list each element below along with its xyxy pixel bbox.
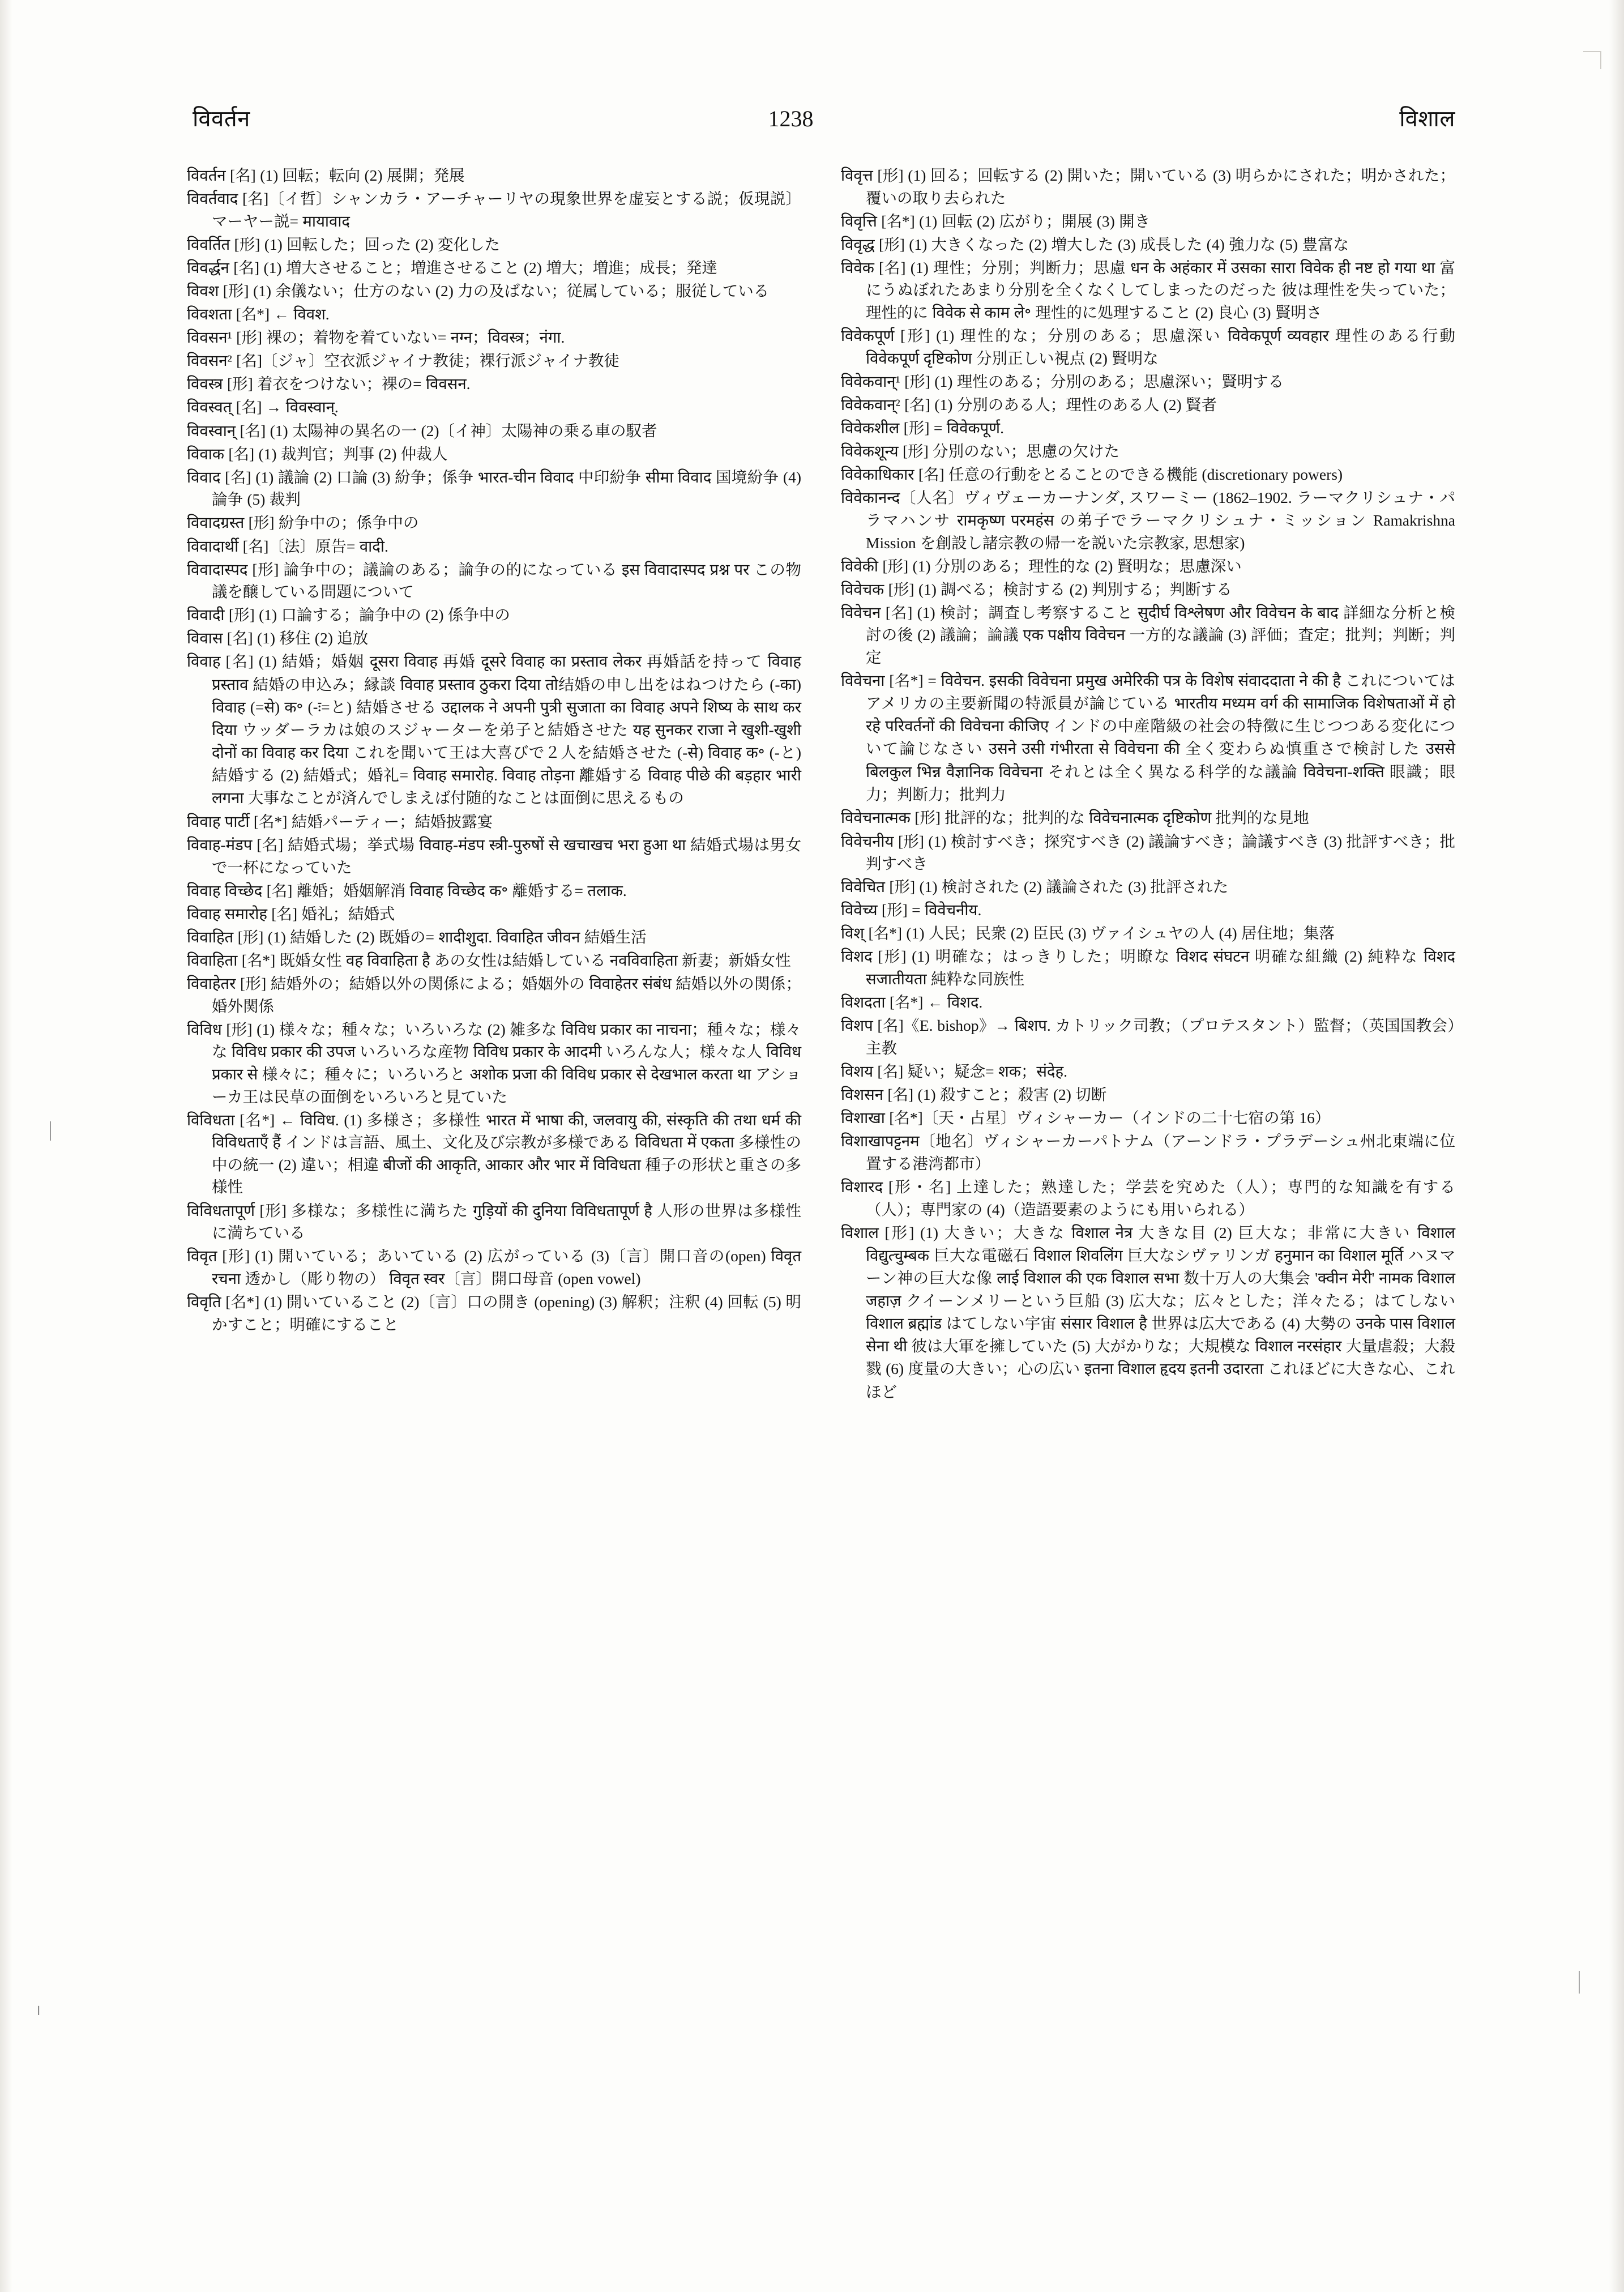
dictionary-entry: विवादार्थी [名]〔法〕原告= वादी. — [187, 537, 388, 555]
dictionary-entry: विशाखा [名*]〔天・占星〕ヴィシャーカー（インドの二十七宿の第 16） — [841, 1109, 1331, 1127]
scan-edge-right — [1609, 0, 1624, 2292]
dictionary-entry: विवेक [名] (1) 理性；分別；判断力；思慮 धन के अहंकार में उसका सारा विवेक ही नष्ट हो गया था 富にうぬぼれたあまり分別を全くなくしてしまったのだった 彼は理性を失っていた；理性的に विवेक से काम ले॰ 理性的に処理すること (2) 良心 (3) 賢明さ — [841, 258, 1455, 322]
dictionary-entry: विवेकवान्¹ [形] (1) 理性のある；分別のある；思慮深い；賢明する — [841, 372, 1284, 390]
dictionary-entry: विशारद [形・名] 上達した；熟達した；学芸を究めた（人）；専門的な知識を有する（人）；専門家の (4)（造語要素のようにも用いられる） — [841, 1177, 1455, 1218]
dictionary-entry: विशद [形] (1) 明確な；はっきりした；明瞭な विशद संघटन 明確な組織 (2) 純粋な विशद सजातीयता 純粋な同族性 — [841, 947, 1455, 988]
dictionary-entry: विविधता [名*] ← विविध. (1) 多様さ；多様性 भारत में भाषा की, जलवायु की, संस्कृति की तथा धर्म की विविधताएँ हैं インドは言語、風土、文化及び宗教が多様である विविधता में एकता 多様性の中の統一 (2) 違い；相違 बीजों की आकृति, आकार और भार में विविधता 種子の形状と重さの多様性 — [187, 1111, 801, 1196]
page-header — [193, 102, 1455, 133]
dictionary-entry: विवृत्त [形] (1) 回る；回転する (2) 開いた；開いている (3) 明らかにされた；明かされた；覆いの取り去られた — [841, 167, 1455, 207]
dictionary-entry: विवाह समारोह [名] 婚礼；結婚式 — [187, 904, 395, 923]
dictionary-entry: विवाहेतर [形] 結婚外の；結婚以外の関係による；婚姻外の विवाहेतर संबंध 結婚以外の関係；婚外関係 — [187, 975, 801, 1015]
dictionary-entry: विवाह-मंडप [名] 結婚式場；挙式場 विवाह-मंडप स्त्री-पुरुषों से खचाखच भरा हुआ था 結婚式場は男女で一杯になっていた — [187, 836, 801, 876]
dictionary-entry: विवेचनात्मक [形] 批評的な；批判的な विवेचनात्मक दृष्टिकोण 批判的な見地 — [841, 809, 1309, 827]
dictionary-entry: विवेचना [名*] = विवेचन. इसकी विवेचना प्रमुख अमेरिकी पत्र के विशेष संवाददाता ने की है これについてはアメリカの主要新聞の特派員が論じている भारतीय मध्यम वर्ग की सामाजिक विशेषताओं में हो रहे परिवर्तनों की विवेचना कीजिए インドの中産階級の社会の特徴に生じつつある変化について論じなさい उसने उसी गंभीरता से विवेचना की 全く変わらぬ慎重さで検討した उससे बिलकुल भिन्न वैज्ञानिक विवेचना それとは全く異なる科学的な議論 विवेचना-शक्ति 眼識；眼力；判断力；批判力 — [841, 672, 1455, 803]
dictionary-entry: विवेच्य [形] = विवेचनीय. — [841, 901, 982, 919]
dictionary-entry: विवृत [形] (1) 開いている；あいている (2) 広がっている (3)〔言〕開口音の(open) विवृत रचना 透かし（彫り物の） विवृत स्वर〔言〕開口母音 (open vowel) — [187, 1247, 801, 1287]
dictionary-entry: विवश [形] (1) 余儀ない；仕方のない (2) 力の及ばない；従属している；服従している — [187, 281, 770, 300]
scan-edge-left — [0, 0, 12, 2292]
dictionary-entry: विवेचनीय [形] (1) 検討すべき；探究すべき (2) 議論すべき；論議すべき (3) 批評すべき；批判すべき — [841, 832, 1455, 873]
dictionary-entry: विवशता [名*] ← विवश. — [187, 305, 330, 323]
page-columns — [187, 164, 1455, 1404]
dictionary-entry: विवाह विच्छेद [名] 離婚；婚姻解消 विवाह विच्छेद क॰ 離婚する= तलाक. — [187, 881, 627, 899]
dictionary-entry: विवेकानन्द〔人名〕ヴィヴェーカーナンダ, スワーミー (1862–1902. ラーマクリシュナ・パラマハンサ रामकृष्ण परमहंस の弟子でラーマクリシュナ・ミッション Ramakrishna Mission を創設し諸宗教の帰一を説いた宗教家, 思想家) — [841, 489, 1455, 552]
dictionary-entry: विवेकी [形] (1) 分別のある；理性的な (2) 賢明な；思慮深い — [841, 557, 1242, 575]
dictionary-entry: विवेकशून्य [形] 分別のない；思慮の欠けた — [841, 442, 1120, 460]
dictionary-entry: विवस्वत् [名] → विवस्वान्. — [187, 398, 339, 416]
page-corner-mark — [1583, 51, 1601, 69]
dictionary-entry: विवाह पार्टी [名*] 結婚パーティー；結婚披露宴 — [187, 812, 493, 830]
dictionary-entry: विवर्तित [形] (1) 回転した；回った (2) 変化した — [187, 235, 500, 253]
dictionary-entry: विवेकवान्² [名] (1) 分別のある人；理性のある人 (2) 賢者 — [841, 395, 1217, 413]
dictionary-entry: विवर्तन [名] (1) 回転；転向 (2) 展開；発展 — [187, 167, 465, 184]
dictionary-entry: विविध [形] (1) 様々な；種々な；いろいろな (2) 雑多な विविध प्रकार का नाचना；種々な；様々な विविध प्रकार की उपज いろいろな産物 विविध प्रकार के आदमी いろんな人；様々な人 विविध प्रकार से 様々に；種々に；いろいろと अशोक प्रजा की विविध प्रकार से देखभाल करता था アショーカ王は民草の面倒をいろいろと見ていた — [187, 1020, 801, 1106]
dictionary-entry: विवाह [名] (1) 結婚；婚姻 दूसरा विवाह 再婚 दूसरे विवाह का प्रस्ताव लेकर 再婚話を持って विवाह प्रस्ताव 結婚の申込み；縁談 विवाह प्रस्ताव ठुकरा दिया तो结婚の申し出をはねつけたら (-का) विवाह (=से) क॰ (-ः=と) 結婚させる उद्दालक ने अपनी पुत्री सुजाता का विवाह अपने शिष्य के साथ कर दिया ウッダーラカは娘のスジャーターを弟子と結婚させた यह सुनकर राजा ने खुशी-खुशी दोनों का विवाह कर दिया これを聞いて王は大喜びで２人を結婚させた (-से) विवाह क॰ (-と) 結婚する (2) 結婚式；婚礼= विवाह समारोह. विवाह तोड़ना 離婚する विवाह पीछे की बड़हार भारी लगना 大事なことが済んでしまえば付随的なことは面倒に思えるもの — [187, 652, 801, 807]
dictionary-entry: विवर्द्धन [名] (1) 増大させること；増進させること (2) 増大；増進；成長；発達 — [187, 258, 717, 276]
page-number: 1238 — [768, 106, 814, 131]
dictionary-entry: विवादी [形] (1) 口論する；論争中の (2) 係争中の — [187, 606, 510, 624]
right-column — [841, 164, 1455, 1404]
dictionary-entry: विवाद [名] (1) 議論 (2) 口論 (3) 紛争；係争 भारत-चीन विवाद 中印紛争 सीमा विवाद 国境紛争 (4) 論争 (5) 裁判 — [187, 468, 801, 509]
dictionary-entry: विवादग्रस्त [形] 紛争中の；係争中の — [187, 514, 419, 532]
running-head-right: विशाल — [1399, 106, 1455, 131]
dictionary-entry: विवस्वान् [名] (1) 太陽神の異名の一 (2)〔イ神〕太陽神の乗る車の馭者 — [187, 421, 657, 439]
dictionary-entry: विवेचित [形] (1) 検討された (2) 議論された (3) 批評された — [841, 878, 1229, 896]
dictionary-entry: विशय [名] 疑い；疑念= शक；संदेह. — [841, 1062, 1068, 1080]
dictionary-entry: विशाखापट्टनम〔地名〕ヴィシャーカーパトナム（アーンドラ・プラデーシュ州北東端に位置する港湾都市） — [841, 1132, 1455, 1172]
dictionary-entry: विवर्तवाद [名]〔イ哲〕シャンカラ・アーチャーリヤの現象世界を虚妄とする説；仮現説〕マーヤー説= मायावाद — [187, 190, 801, 230]
dictionary-entry: विशदता [名*] ← विशद. — [841, 993, 983, 1011]
dictionary-entry: विवृद्ध [形] (1) 大きくなった (2) 増大した (3) 成長した (4) 強力な (5) 豊富な — [841, 235, 1349, 253]
margin-tick-left-bar — [50, 1121, 51, 1141]
dictionary-entry: विवास [名] (1) 移住 (2) 追放 — [187, 629, 369, 647]
left-column — [187, 164, 801, 1404]
dictionary-entry: विवृत्ति [名*] (1) 回転 (2) 広がり；開展 (3) 開き — [841, 212, 1151, 230]
dictionary-entry: विशाल [形] (1) 大きい；大きな विशाल नेत्र 大きな目 (2) 巨大な；非常に大きい विशाल विद्युत्चुम्बक 巨大な電磁石 विशाल शिवलिंग 巨大なシヴァリンガ हनुमान का विशाल मूर्ति ハヌマーン神の巨大な像 लाई विशाल की एक विशाल सभा 数十万人の大集会 'क्वीन मेरी' नामक विशाल जहाज़ クイーンメリーという巨船 (3) 広大な；広々とした；洋々たる；はてしない विशाल ब्रह्मांड はてしない宇宙 संसार विशाल है 世界は広大である (4) 大勢の उनके पास विशाल सेना थी 彼は大軍を擁していた (5) 大がかりな；大規模な विशाल नरसंहार 大量虐殺；大殺戮 (6) 度量の大きい；心の広い इतना विशाल हृदय इतनी उदारता これほどに大きな心、これほど — [841, 1223, 1455, 1401]
dictionary-entry: विवेचक [形] (1) 調べる；検討する (2) 判別する；判断する — [841, 580, 1232, 598]
running-head-left: विवर्तन — [193, 106, 250, 131]
margin-tick-right — [1579, 1971, 1580, 1994]
dictionary-entry: विवाहित [形] (1) 結婚した (2) 既婚の= शादीशुदा. विवाहित जीवन 結婚生活 — [187, 928, 647, 946]
dictionary-entry: विवृति [名*] (1) 開いていること (2)〔言〕口の開き (opening) (3) 解釈；注釈 (4) 回転 (5) 明かすこと；明確にすること — [187, 1292, 801, 1333]
dictionary-entry: विवेकाधिकार [名] 任意の行動をとることのできる機能 (discretionary powers) — [841, 466, 1343, 484]
dictionary-entry: विशप [名]《E. bishop》→ बिशप. カトリック司教；（プロテスタント）監督；（英国国教会）主教 — [841, 1017, 1455, 1057]
dictionary-entry: विशसन [名] (1) 殺すこと；殺害 (2) 切断 — [841, 1086, 1107, 1104]
dictionary-entry: विवेचन [名] (1) 検討；調査し考察すること सुदीर्घ विश्लेषण और विवेचन के बाद 詳細な分析と検討の後 (2) 議論；論議 एक पक्षीय विवेचन 一方的な議論 (3) 評価；査定；批判；判断；判定 — [841, 603, 1455, 666]
margin-tick-left: । — [35, 2002, 41, 2018]
dictionary-entry: विवाक [名] (1) 裁判官；判事 (2) 仲裁人 — [187, 445, 448, 463]
dictionary-entry: विविधतापूर्ण [形] 多様な；多様性に満ちた गुड़ियों की दुनिया विविधतापूर्ण है 人形の世界は多様性に満ちている — [187, 1201, 801, 1242]
dictionary-entry: विवसन² [名]〔ジャ〕空衣派ジャイナ教徒；裸行派ジャイナ教徒 — [187, 352, 619, 370]
dictionary-entry: विवस्त्र [形] 着衣をつけない；裸の= विवसन. — [187, 375, 471, 393]
dictionary-entry: विवादास्पद [形] 論争中の；議論のある；論争の的になっている इस विवादास्पद प्रश्न पर この物議を醸している問題について — [187, 560, 801, 601]
dictionary-entry: विश् [名*] (1) 人民；民衆 (2) 臣民 (3) ヴァイシュヤの人 (4) 居住地；集落 — [841, 924, 1335, 942]
dictionary-entry: विवेकशील [形] = विवेकपूर्ण. — [841, 419, 1004, 437]
dictionary-entry: विवसन¹ [形] 裸の；着物を着ていない= नग्न；विवस्त्र；नंगा. — [187, 328, 565, 347]
dictionary-entry: विवाहिता [名*] 既婚女性 वह विवाहिता है あの女性は結婚している नवविवाहिता 新妻；新婚女性 — [187, 951, 791, 970]
dictionary-entry: विवेकपूर्ण [形] (1) 理性的な；分別のある；思慮深い विवेकपूर्ण व्यवहार 理性のある行動 विवेकपूर्ण दृष्टिकोण 分別正しい視点 (2) 賢明な — [841, 327, 1455, 367]
